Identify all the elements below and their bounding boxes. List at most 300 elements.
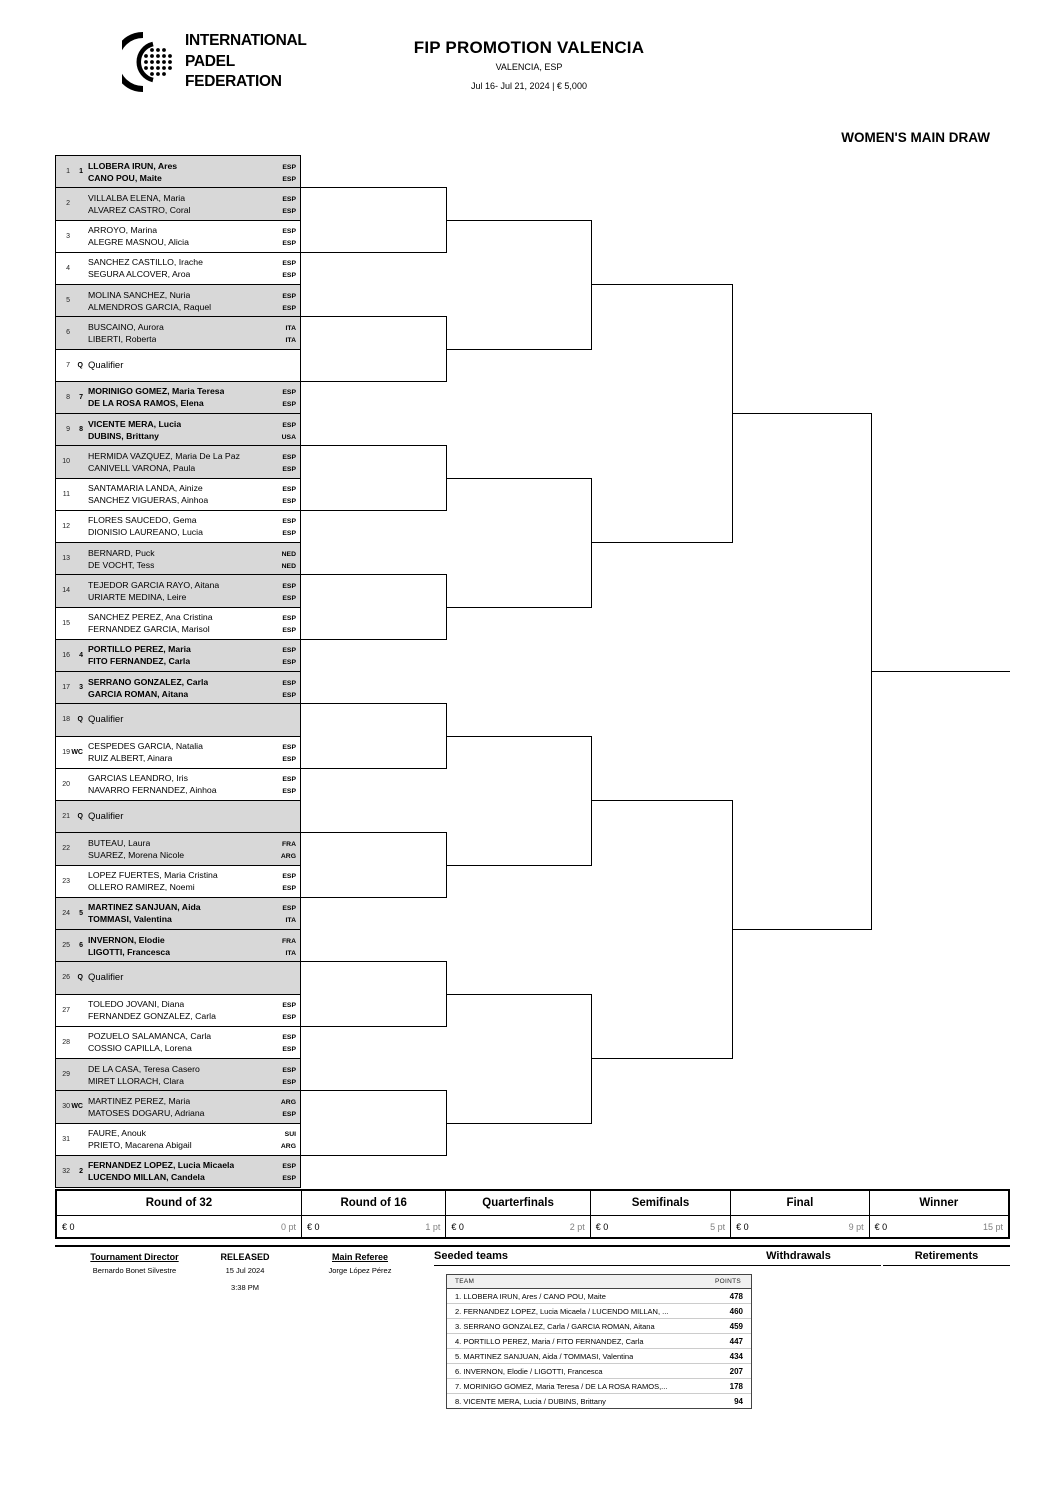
player1-country: ITA xyxy=(285,324,296,332)
bracket-entry-1 xyxy=(55,155,301,188)
bracket-line-v xyxy=(732,800,733,1059)
player1-country: ESP xyxy=(282,228,296,236)
released-time: 3:38 PM xyxy=(231,1283,259,1292)
bracket-entry-13 xyxy=(55,542,301,575)
bracket-entry-12 xyxy=(55,510,301,543)
logo-line-2: PADEL xyxy=(185,52,235,70)
bracket-line-h xyxy=(301,252,446,253)
entry-seed-tag: 8 xyxy=(79,426,83,434)
seeded-team-row xyxy=(447,1289,751,1304)
entry-seed-tag: 4 xyxy=(79,651,83,659)
player2-country: ARG xyxy=(280,1143,296,1151)
footer-divider xyxy=(55,1245,1010,1247)
bracket-entry-32 xyxy=(55,1155,301,1188)
bracket-entry-21 xyxy=(55,800,301,833)
player1-name: MARTINEZ PEREZ, Maria xyxy=(88,1095,191,1106)
team-names xyxy=(86,1128,300,1150)
player2-name: FERNANDEZ GONZALEZ, Carla xyxy=(88,1011,216,1022)
team-names xyxy=(86,1160,300,1182)
team-names xyxy=(86,773,300,795)
entry-seed-tag: 5 xyxy=(79,909,83,917)
bracket-entry-20 xyxy=(55,768,301,801)
player2-name: MIRET LLORACH, Clara xyxy=(88,1075,184,1086)
player2-country: ESP xyxy=(282,240,296,248)
player2-name: LIGOTTI, Francesca xyxy=(88,946,171,957)
tournament-location: VALENCIA, ESP xyxy=(495,62,563,72)
seeded-team-points: 460 xyxy=(729,1306,743,1316)
seeded-team-row xyxy=(447,1364,751,1379)
player1-name: SANTAMARIA LANDA, Ainize xyxy=(88,483,203,494)
player1-country: ESP xyxy=(282,1163,296,1171)
player2-name: FERNANDEZ GARCIA, Marisol xyxy=(88,624,210,635)
entry-seed-tag: WC xyxy=(71,1103,83,1111)
seeded-team-name: 6. INVERNON, Elodie / LIGOTTI, Francesca xyxy=(455,1366,603,1376)
player2-country: ESP xyxy=(282,175,296,183)
entry-seed-tag: Q xyxy=(77,716,83,724)
bracket-line-v xyxy=(446,316,447,382)
entry-position: 1 xyxy=(66,168,70,176)
round-prize: € 0 xyxy=(736,1221,749,1232)
player2-name: LUCENDO MILLAN, Candela xyxy=(88,1172,205,1183)
player2-name: FITO FERNANDEZ, Carla xyxy=(88,656,191,667)
player1-name: FERNANDEZ LOPEZ, Lucia Micaela xyxy=(88,1160,235,1171)
entry-seed-tag: 1 xyxy=(79,168,83,176)
entry-position: 19 xyxy=(62,748,70,756)
player2-country: ESP xyxy=(282,207,296,215)
entry-position: 6 xyxy=(66,329,70,337)
team-names xyxy=(86,193,300,215)
seeded-team-row xyxy=(447,1319,751,1334)
bracket-line-v xyxy=(591,994,592,1124)
entry-position: 21 xyxy=(62,813,70,821)
bracket-entry-2 xyxy=(55,187,301,220)
entry-position: 23 xyxy=(62,877,70,885)
bracket-entry-30 xyxy=(55,1090,301,1123)
bracket-entry-5 xyxy=(55,284,301,317)
seeded-team-points: 459 xyxy=(729,1321,743,1331)
seeded-team-name: 5. MARTINEZ SANJUAN, Aida / TOMMASI, Valentina xyxy=(455,1351,634,1361)
team-names xyxy=(86,677,300,699)
player1-name: INVERNON, Elodie xyxy=(88,934,165,945)
player2-country: ITA xyxy=(285,949,296,957)
round-column-final xyxy=(731,1191,869,1237)
seeded-team-points: 178 xyxy=(729,1381,743,1391)
player1-country: ESP xyxy=(282,1034,296,1042)
logo-line-3: FEDERATION xyxy=(185,73,282,91)
seeded-teams-label: Seeded teams xyxy=(434,1250,754,1266)
player1-name: DE LA CASA, Teresa Casero xyxy=(88,1063,200,1074)
round-points: 9 pt xyxy=(848,1221,864,1232)
round-column-semifinals xyxy=(591,1191,731,1237)
player1-name: SANCHEZ CASTILLO, Irache xyxy=(88,257,203,268)
main-referee-name: Jorge López Pérez xyxy=(328,1266,392,1275)
bracket-line-h xyxy=(732,413,871,414)
bracket-line-h xyxy=(301,381,446,382)
bracket-line-v xyxy=(732,284,733,543)
bracket-entry-9 xyxy=(55,413,301,446)
team-names xyxy=(86,322,300,344)
player2-country: NED xyxy=(281,562,296,570)
entry-position: 11 xyxy=(62,490,70,498)
tournament-director-label: Tournament Director xyxy=(90,1252,179,1262)
player1-country: ESP xyxy=(282,1066,296,1074)
entry-seed-tag: 6 xyxy=(79,942,83,950)
entry-position: 5 xyxy=(66,297,70,305)
player1-country: ESP xyxy=(282,776,296,784)
player1-name: FLORES SAUCEDO, Gema xyxy=(88,515,197,526)
entry-position: 20 xyxy=(62,780,70,788)
player2-name: GARCIA ROMAN, Aitana xyxy=(88,688,189,699)
team-names xyxy=(86,257,300,279)
bracket-line-h xyxy=(446,220,591,221)
round-prize: € 0 xyxy=(62,1221,75,1232)
round-name: Quarterfinals xyxy=(446,1191,589,1216)
bracket-entry-24 xyxy=(55,897,301,930)
player1-name: FAURE, Anouk xyxy=(88,1128,146,1139)
player2-country: ITA xyxy=(285,917,296,925)
player2-country: ESP xyxy=(282,1078,296,1086)
tournament-title: FIP PROMOTION VALENCIA xyxy=(413,38,645,57)
entry-position: 25 xyxy=(62,942,70,950)
bracket-line-h xyxy=(446,865,591,866)
player1-country: ARG xyxy=(280,1098,296,1106)
bracket-line-h xyxy=(301,574,446,575)
qualifier-label: Qualifier xyxy=(88,972,124,984)
bracket-line-h xyxy=(301,1090,446,1091)
player1-name: BUSCAINO, Aurora xyxy=(88,321,164,332)
seeded-team-row xyxy=(447,1394,751,1408)
rounds-points-table xyxy=(55,1189,1010,1239)
bracket-entry-22 xyxy=(55,832,301,865)
player1-country: ESP xyxy=(282,647,296,655)
player2-name: DE LA ROSA RAMOS, Elena xyxy=(88,398,204,409)
player1-name: POZUELO SALAMANCA, Carla xyxy=(88,1031,212,1042)
team-names xyxy=(86,386,300,408)
team-names xyxy=(86,1031,300,1053)
team-names xyxy=(86,483,300,505)
team-names xyxy=(86,644,300,666)
seeded-team-points: 207 xyxy=(729,1366,743,1376)
bracket-entry-25 xyxy=(55,929,301,962)
player1-name: ARROYO, Marina xyxy=(88,225,158,236)
bracket-line-h xyxy=(301,832,446,833)
bracket-entry-28 xyxy=(55,1026,301,1059)
bracket-line-v xyxy=(446,961,447,1027)
team-names xyxy=(86,838,300,860)
team-names xyxy=(86,161,300,183)
bracket-line-v xyxy=(446,832,447,898)
player2-name: ALMENDROS GARCIA, Raquel xyxy=(88,301,212,312)
round-name: Round of 32 xyxy=(57,1191,301,1216)
player1-country: ESP xyxy=(282,615,296,623)
round-name: Final xyxy=(731,1191,868,1216)
released-date: 15 Jul 2024 xyxy=(225,1266,265,1275)
player1-country: ESP xyxy=(282,679,296,687)
seeded-team-name: 4. PORTILLO PEREZ, Maria / FITO FERNANDEZ, Carla xyxy=(455,1336,644,1346)
bracket-line-h xyxy=(591,800,732,801)
entry-position: 22 xyxy=(62,845,70,853)
tournament-header xyxy=(0,38,1058,91)
round-prize: € 0 xyxy=(874,1221,888,1232)
bracket-entry-31 xyxy=(55,1123,301,1156)
player1-name: SANCHEZ PEREZ, Ana Cristina xyxy=(88,612,213,623)
player2-name: NAVARRO FERNANDEZ, Ainhoa xyxy=(88,785,217,796)
player2-country: ESP xyxy=(282,594,296,602)
player2-country: ARG xyxy=(280,852,296,860)
player1-country: ESP xyxy=(282,873,296,881)
round-points: 0 pt xyxy=(280,1221,296,1232)
player2-country: ESP xyxy=(282,885,296,893)
entry-position: 3 xyxy=(66,232,70,240)
bracket-line-v xyxy=(871,413,872,930)
round-prize: € 0 xyxy=(595,1221,609,1232)
player2-country: ESP xyxy=(282,272,296,280)
seeded-team-row xyxy=(447,1334,751,1349)
round-name: Semifinals xyxy=(591,1191,730,1216)
player2-name: MATOSES DOGARU, Adriana xyxy=(88,1107,205,1118)
seeded-team-name: 2. FERNANDEZ LOPEZ, Lucia Micaela / LUCENDO MILLAN, ... xyxy=(455,1306,669,1316)
entry-seed-tag: WC xyxy=(71,748,83,756)
team-names xyxy=(86,741,300,763)
seeded-teams-table xyxy=(446,1274,752,1409)
bracket-line-v xyxy=(446,1090,447,1156)
seeded-team-points: 94 xyxy=(734,1396,743,1406)
bracket-line-h xyxy=(301,897,446,898)
player2-country: ESP xyxy=(282,465,296,473)
player2-name: DIONISIO LAUREANO, Lucia xyxy=(88,527,203,538)
tournament-director-block xyxy=(62,1252,207,1275)
bracket-line-h xyxy=(446,349,591,350)
entry-position: 29 xyxy=(62,1071,70,1079)
player1-name: MORINIGO GOMEZ, Maria Teresa xyxy=(88,386,225,397)
player2-country: ESP xyxy=(282,1014,296,1022)
bracket-entry-11 xyxy=(55,478,301,511)
player2-country: ESP xyxy=(282,304,296,312)
team-names xyxy=(86,1064,300,1086)
player1-country: ESP xyxy=(282,453,296,461)
main-referee-label: Main Referee xyxy=(331,1252,389,1262)
player2-country: ESP xyxy=(282,1110,296,1118)
player2-country: ESP xyxy=(282,1046,296,1054)
player1-country: ESP xyxy=(282,744,296,752)
bracket-entry-14 xyxy=(55,574,301,607)
bracket-line-v xyxy=(446,445,447,511)
bracket-entry-8 xyxy=(55,381,301,414)
entry-position: 4 xyxy=(66,264,70,272)
entry-seed-tag: 2 xyxy=(79,1167,83,1175)
player2-name: SUAREZ, Morena Nicole xyxy=(88,849,185,860)
bracket-line-h xyxy=(301,316,446,317)
seeded-team-name: 1. LLOBERA IRUN, Ares / CANO POU, Maite xyxy=(455,1291,606,1301)
draw-title: WOMEN'S MAIN DRAW xyxy=(841,130,990,145)
bracket xyxy=(0,155,1058,1191)
seeded-team-column-header: TEAM xyxy=(455,1278,475,1285)
bracket-entry-15 xyxy=(55,607,301,640)
entry-position: 8 xyxy=(66,393,70,401)
bracket-entry-4 xyxy=(55,252,301,285)
bracket-line-h xyxy=(301,961,446,962)
round-points: 5 pt xyxy=(710,1221,726,1232)
player2-name: SANCHEZ VIGUERAS, Ainhoa xyxy=(88,495,209,506)
player2-country: USA xyxy=(281,433,296,441)
qualifier-label: Qualifier xyxy=(88,811,124,823)
player1-name: VICENTE MERA, Lucia xyxy=(88,418,182,429)
player2-country: ESP xyxy=(282,691,296,699)
team-names xyxy=(86,451,300,473)
player2-name: CANIVELL VARONA, Paula xyxy=(88,462,196,473)
qualifier-label: Qualifier xyxy=(88,359,124,371)
bracket-line-h xyxy=(732,929,871,930)
team-names xyxy=(86,548,300,570)
entry-position: 24 xyxy=(62,909,70,917)
bracket-line-h xyxy=(301,510,446,511)
player2-name: RUIZ ALBERT, Ainara xyxy=(88,753,173,764)
qualifier-label: Qualifier xyxy=(88,714,124,726)
player2-name: ALEGRE MASNOU, Alicia xyxy=(88,237,189,248)
player1-country: ESP xyxy=(282,1002,296,1010)
bracket-line-h xyxy=(301,445,446,446)
seeded-table-rows xyxy=(447,1289,751,1408)
player2-country: ESP xyxy=(282,530,296,538)
player1-name: VILLALBA ELENA, Maria xyxy=(88,192,186,203)
bracket-entry-17 xyxy=(55,671,301,704)
logo-line-1: INTERNATIONAL xyxy=(185,32,307,50)
seeded-team-points: 478 xyxy=(729,1291,743,1301)
player1-name: CESPEDES GARCIA, Natalia xyxy=(88,741,203,752)
bracket-line-v xyxy=(591,220,592,350)
entry-position: 31 xyxy=(62,1135,70,1143)
player2-country: ESP xyxy=(282,498,296,506)
player2-name: URIARTE MEDINA, Leire xyxy=(88,591,187,602)
player2-name: SEGURA ALCOVER, Aroa xyxy=(88,269,191,280)
bracket-line-h xyxy=(301,639,446,640)
bracket-line-v xyxy=(446,187,447,253)
tournament-dates: Jul 16- Jul 21, 2024 | € 5,000 xyxy=(471,81,587,91)
player2-name: TOMMASI, Valentina xyxy=(88,914,172,925)
bracket-line-v xyxy=(591,736,592,866)
bracket-line-h xyxy=(446,607,591,608)
entry-position: 15 xyxy=(62,619,70,627)
player1-country: ESP xyxy=(282,163,296,171)
entry-seed-tag: 7 xyxy=(79,393,83,401)
seeded-team-row xyxy=(447,1304,751,1319)
player2-country: ESP xyxy=(282,756,296,764)
entry-position: 10 xyxy=(62,458,70,466)
bracket-entry-26 xyxy=(55,961,301,994)
entry-position: 26 xyxy=(62,974,70,982)
bracket-line-h xyxy=(446,994,591,995)
entry-position: 16 xyxy=(62,651,70,659)
bracket-line-h xyxy=(301,1155,446,1156)
player1-name: HERMIDA VAZQUEZ, Maria De La Paz xyxy=(88,450,240,461)
entry-seed-tag: Q xyxy=(77,361,83,369)
main-referee-block xyxy=(305,1252,415,1275)
round-column-winner xyxy=(870,1191,1008,1237)
player1-name: TEJEDOR GARCIA RAYO, Aitana xyxy=(88,579,220,590)
team-names xyxy=(86,1096,300,1118)
player1-country: ESP xyxy=(282,260,296,268)
round-name: Round of 16 xyxy=(302,1191,445,1216)
team-names xyxy=(86,290,300,312)
player2-name: DUBINS, Brittany xyxy=(88,430,159,441)
entry-position: 13 xyxy=(62,555,70,563)
team-names xyxy=(86,935,300,957)
round-column-quarterfinals xyxy=(446,1191,590,1237)
entry-position: 14 xyxy=(62,587,70,595)
round-prize: € 0 xyxy=(306,1221,320,1232)
entry-position: 32 xyxy=(62,1167,70,1175)
round-name: Winner xyxy=(870,1191,1008,1216)
seeded-team-name: 3. SERRANO GONZALEZ, Carla / GARCIA ROMAN, Aitana xyxy=(455,1321,655,1331)
entry-seed-tag: Q xyxy=(77,974,83,982)
player2-country: ESP xyxy=(282,659,296,667)
team-names xyxy=(86,580,300,602)
player1-country: ESP xyxy=(282,195,296,203)
seeded-team-points: 434 xyxy=(729,1351,743,1361)
player1-country: NED xyxy=(281,550,296,558)
player1-name: MARTINEZ SANJUAN, Aida xyxy=(88,902,201,913)
player2-country: ESP xyxy=(282,788,296,796)
player2-name: ALVAREZ CASTRO, Coral xyxy=(88,204,191,215)
player1-name: GARCIAS LEANDRO, Iris xyxy=(88,773,188,784)
entry-position: 28 xyxy=(62,1038,70,1046)
player2-name: CANO POU, Maite xyxy=(88,172,162,183)
entry-position: 18 xyxy=(62,716,70,724)
player1-country: ESP xyxy=(282,518,296,526)
seeded-team-name: 8. VICENTE MERA, Lucia / DUBINS, Brittany xyxy=(455,1396,606,1406)
team-names xyxy=(86,419,300,441)
player1-name: LLOBERA IRUN, Ares xyxy=(88,160,178,171)
player1-name: TOLEDO JOVANI, Diana xyxy=(88,999,185,1010)
seeded-team-points: 447 xyxy=(729,1336,743,1346)
round-column-round-of-32 xyxy=(57,1191,302,1237)
player1-country: FRA xyxy=(282,840,296,848)
seeded-points-column-header: POINTS xyxy=(715,1278,741,1285)
tournament-director-name: Bernardo Bonet Silvestre xyxy=(92,1266,177,1275)
player1-name: PORTILLO PEREZ, Maria xyxy=(88,644,191,655)
bracket-entry-18 xyxy=(55,703,301,736)
bracket-entry-3 xyxy=(55,220,301,253)
bracket-line-h xyxy=(301,768,446,769)
entry-position: 7 xyxy=(66,361,70,369)
player1-country: ESP xyxy=(282,486,296,494)
round-points: 2 pt xyxy=(569,1221,585,1232)
player1-name: LOPEZ FUERTES, Maria Cristina xyxy=(88,870,218,881)
team-names xyxy=(86,225,300,247)
player1-country: SUI xyxy=(284,1131,296,1139)
round-points: 1 pt xyxy=(425,1221,441,1232)
player2-country: ESP xyxy=(282,1175,296,1183)
seeded-table-header xyxy=(447,1275,751,1289)
entry-seed-tag: 3 xyxy=(79,684,83,692)
bracket-entry-16 xyxy=(55,639,301,672)
player1-country: ESP xyxy=(282,292,296,300)
bracket-line-h xyxy=(871,671,1010,672)
round-points: 15 pt xyxy=(982,1221,1003,1232)
bracket-line-h xyxy=(301,187,446,188)
withdrawals-label: Withdrawals xyxy=(716,1250,881,1266)
bracket-entry-27 xyxy=(55,994,301,1027)
player2-country: ESP xyxy=(282,401,296,409)
player1-name: BERNARD, Puck xyxy=(88,547,155,558)
bracket-entry-19 xyxy=(55,736,301,769)
entry-position: 9 xyxy=(66,426,70,434)
player1-country: ESP xyxy=(282,389,296,397)
bracket-line-h xyxy=(446,736,591,737)
seeded-team-name: 7. MORINIGO GOMEZ, Maria Teresa / DE LA ROSA RAMOS,... xyxy=(455,1381,668,1391)
bracket-entry-7 xyxy=(55,349,301,382)
player1-country: ESP xyxy=(282,905,296,913)
